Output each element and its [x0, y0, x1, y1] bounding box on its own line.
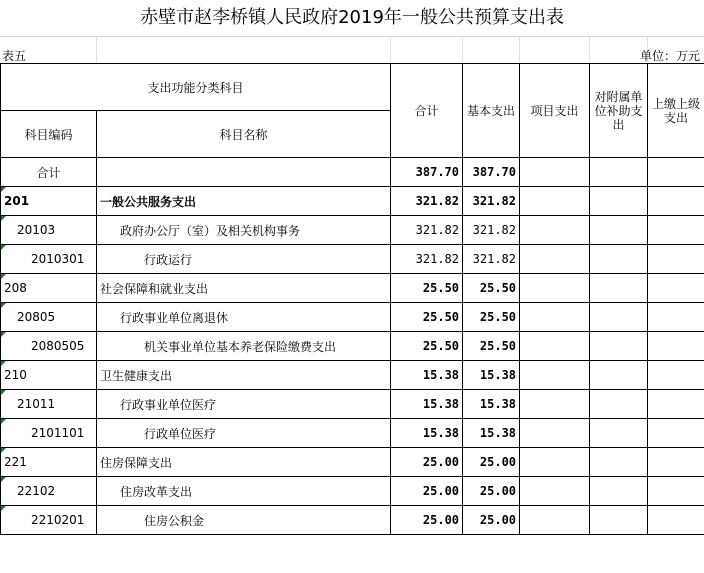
total-upper[interactable]	[648, 158, 704, 187]
row-subsidy[interactable]	[590, 361, 648, 390]
table-row[interactable]	[1, 390, 704, 419]
gridline	[589, 36, 590, 62]
row-basic[interactable]: 321.82	[463, 187, 520, 216]
row-total[interactable]: 25.00	[391, 506, 463, 535]
gridline	[96, 36, 97, 62]
row-basic[interactable]: 15.38	[463, 361, 520, 390]
row-project[interactable]	[520, 506, 590, 535]
budget-table	[0, 63, 704, 535]
row-total[interactable]: 321.82	[391, 245, 463, 274]
row-name[interactable]: 住房公积金	[97, 506, 391, 535]
row-project[interactable]	[520, 216, 590, 245]
table-row[interactable]	[1, 419, 704, 448]
header-upper[interactable]: 上缴上级支出	[648, 64, 704, 158]
row-code[interactable]	[1, 448, 97, 477]
row-basic[interactable]: 15.38	[463, 419, 520, 448]
header-name[interactable]: 科目名称	[97, 111, 391, 158]
cell-marker-icon	[1, 448, 6, 453]
cell-marker-icon	[1, 506, 6, 511]
row-project[interactable]	[520, 448, 590, 477]
row-basic[interactable]: 321.82	[463, 245, 520, 274]
header-category-group[interactable]: 支出功能分类科目	[1, 64, 391, 111]
row-project[interactable]	[520, 245, 590, 274]
table-row[interactable]	[1, 506, 704, 535]
row-total[interactable]: 321.82	[391, 187, 463, 216]
row-total[interactable]: 15.38	[391, 419, 463, 448]
row-subsidy[interactable]	[590, 506, 648, 535]
table-row[interactable]	[1, 477, 704, 506]
row-basic[interactable]: 321.82	[463, 216, 520, 245]
row-basic[interactable]: 15.38	[463, 390, 520, 419]
row-name[interactable]: 政府办公厅（室）及相关机构事务	[97, 216, 391, 245]
row-code-text: 20103	[17, 223, 56, 237]
row-code[interactable]	[1, 245, 97, 274]
row-code[interactable]	[1, 419, 97, 448]
table-row[interactable]	[1, 274, 704, 303]
row-total[interactable]: 15.38	[391, 390, 463, 419]
row-total[interactable]: 25.00	[391, 477, 463, 506]
header-total[interactable]: 合计	[391, 64, 463, 158]
row-code-text: 21011	[17, 397, 56, 411]
gridline	[519, 36, 520, 62]
row-total[interactable]: 25.00	[391, 448, 463, 477]
cell-marker-icon	[1, 245, 6, 250]
row-code[interactable]	[1, 361, 97, 390]
row-total[interactable]: 15.38	[391, 361, 463, 390]
row-project[interactable]	[520, 390, 590, 419]
total-name-cell[interactable]	[97, 158, 391, 187]
row-total[interactable]: 25.50	[391, 303, 463, 332]
row-upper[interactable]	[648, 332, 704, 361]
row-code-text: 210	[4, 368, 27, 382]
row-code-text: 2210201	[31, 513, 85, 527]
row-basic[interactable]: 25.00	[463, 477, 520, 506]
row-upper[interactable]	[648, 419, 704, 448]
row-subsidy[interactable]	[590, 477, 648, 506]
row-code-text: 20805	[17, 310, 56, 324]
header-code[interactable]: 科目编码	[1, 111, 97, 158]
table-row[interactable]	[1, 332, 704, 361]
sheet-label: 表五	[2, 49, 27, 63]
page-title: 赤壁市赵李桥镇人民政府2019年一般公共预算支出表	[140, 7, 564, 28]
cell-marker-icon	[1, 274, 6, 279]
row-name[interactable]: 行政事业单位医疗	[97, 390, 391, 419]
row-name[interactable]: 住房保障支出	[97, 448, 391, 477]
row-project[interactable]	[520, 477, 590, 506]
row-upper[interactable]	[648, 303, 704, 332]
row-code-text: 2080505	[31, 339, 85, 353]
row-code[interactable]	[1, 332, 97, 361]
row-code[interactable]	[1, 274, 97, 303]
row-subsidy[interactable]	[590, 216, 648, 245]
row-upper[interactable]	[648, 245, 704, 274]
row-code-text: 201	[4, 194, 30, 208]
row-upper[interactable]	[648, 448, 704, 477]
row-project[interactable]	[520, 361, 590, 390]
cell-marker-icon	[1, 332, 6, 337]
cell-marker-icon	[1, 187, 6, 192]
total-basic[interactable]: 387.70	[463, 158, 520, 187]
header-subsidy[interactable]: 对附属单位补助支出	[590, 64, 648, 158]
row-name[interactable]: 机关事业单位基本养老保险缴费支出	[97, 332, 391, 361]
table-row[interactable]	[1, 187, 704, 216]
table-row[interactable]	[1, 216, 704, 245]
row-subsidy[interactable]	[590, 448, 648, 477]
row-code[interactable]	[1, 187, 97, 216]
row-code[interactable]	[1, 390, 97, 419]
row-basic[interactable]: 25.50	[463, 303, 520, 332]
row-total[interactable]: 321.82	[391, 216, 463, 245]
row-basic[interactable]: 25.50	[463, 332, 520, 361]
row-basic[interactable]: 25.50	[463, 274, 520, 303]
row-code-text: 2101101	[31, 426, 85, 440]
row-code-text: 22102	[17, 484, 56, 498]
row-name[interactable]: 行政单位医疗	[97, 419, 391, 448]
row-upper[interactable]	[648, 361, 704, 390]
gridline	[390, 36, 391, 62]
row-upper[interactable]	[648, 390, 704, 419]
cell-marker-icon	[1, 303, 6, 308]
row-code-text: 208	[4, 281, 27, 295]
row-code[interactable]	[1, 216, 97, 245]
total-total[interactable]: 387.70	[391, 158, 463, 187]
row-code[interactable]	[1, 303, 97, 332]
cell-marker-icon	[1, 390, 6, 395]
cell-marker-icon	[1, 419, 6, 424]
table-row[interactable]	[1, 245, 704, 274]
row-project[interactable]	[520, 332, 590, 361]
row-upper[interactable]	[648, 274, 704, 303]
row-code[interactable]	[1, 477, 97, 506]
row-upper[interactable]	[648, 187, 704, 216]
row-name[interactable]: 卫生健康支出	[97, 361, 391, 390]
row-name[interactable]: 一般公共服务支出	[97, 187, 391, 216]
row-upper[interactable]	[648, 477, 704, 506]
unit-label: 单位：万元	[639, 49, 700, 63]
row-basic[interactable]: 25.00	[463, 506, 520, 535]
row-code[interactable]	[1, 506, 97, 535]
cell-marker-icon	[1, 477, 6, 482]
total-label[interactable]: 合计	[1, 158, 97, 187]
row-project[interactable]	[520, 303, 590, 332]
row-basic[interactable]: 25.00	[463, 448, 520, 477]
row-total[interactable]: 25.50	[391, 274, 463, 303]
row-subsidy[interactable]	[590, 303, 648, 332]
row-name[interactable]: 住房改革支出	[97, 477, 391, 506]
row-upper[interactable]	[648, 216, 704, 245]
total-subsidy[interactable]	[590, 158, 648, 187]
row-project[interactable]	[520, 274, 590, 303]
row-subsidy[interactable]	[590, 332, 648, 361]
header-basic[interactable]: 基本支出	[463, 64, 520, 158]
total-row[interactable]	[1, 158, 704, 187]
header-project[interactable]: 项目支出	[520, 64, 590, 158]
title-divider	[0, 36, 704, 37]
row-name[interactable]: 行政运行	[97, 245, 391, 274]
row-code-text: 2010301	[31, 252, 85, 266]
cell-marker-icon	[1, 216, 6, 221]
row-name[interactable]: 行政事业单位离退休	[97, 303, 391, 332]
row-subsidy[interactable]	[590, 390, 648, 419]
row-total[interactable]: 25.50	[391, 332, 463, 361]
table-row[interactable]	[1, 303, 704, 332]
total-project[interactable]	[520, 158, 590, 187]
cell-marker-icon	[1, 361, 6, 366]
row-project[interactable]	[520, 419, 590, 448]
gridline	[462, 36, 463, 62]
row-project[interactable]	[520, 187, 590, 216]
row-code-text: 221	[4, 455, 27, 469]
table-row[interactable]	[1, 361, 704, 390]
row-subsidy[interactable]	[590, 245, 648, 274]
row-name[interactable]: 社会保障和就业支出	[97, 274, 391, 303]
row-upper[interactable]	[648, 506, 704, 535]
row-subsidy[interactable]	[590, 187, 648, 216]
row-subsidy[interactable]	[590, 419, 648, 448]
row-subsidy[interactable]	[590, 274, 648, 303]
table-row[interactable]	[1, 448, 704, 477]
